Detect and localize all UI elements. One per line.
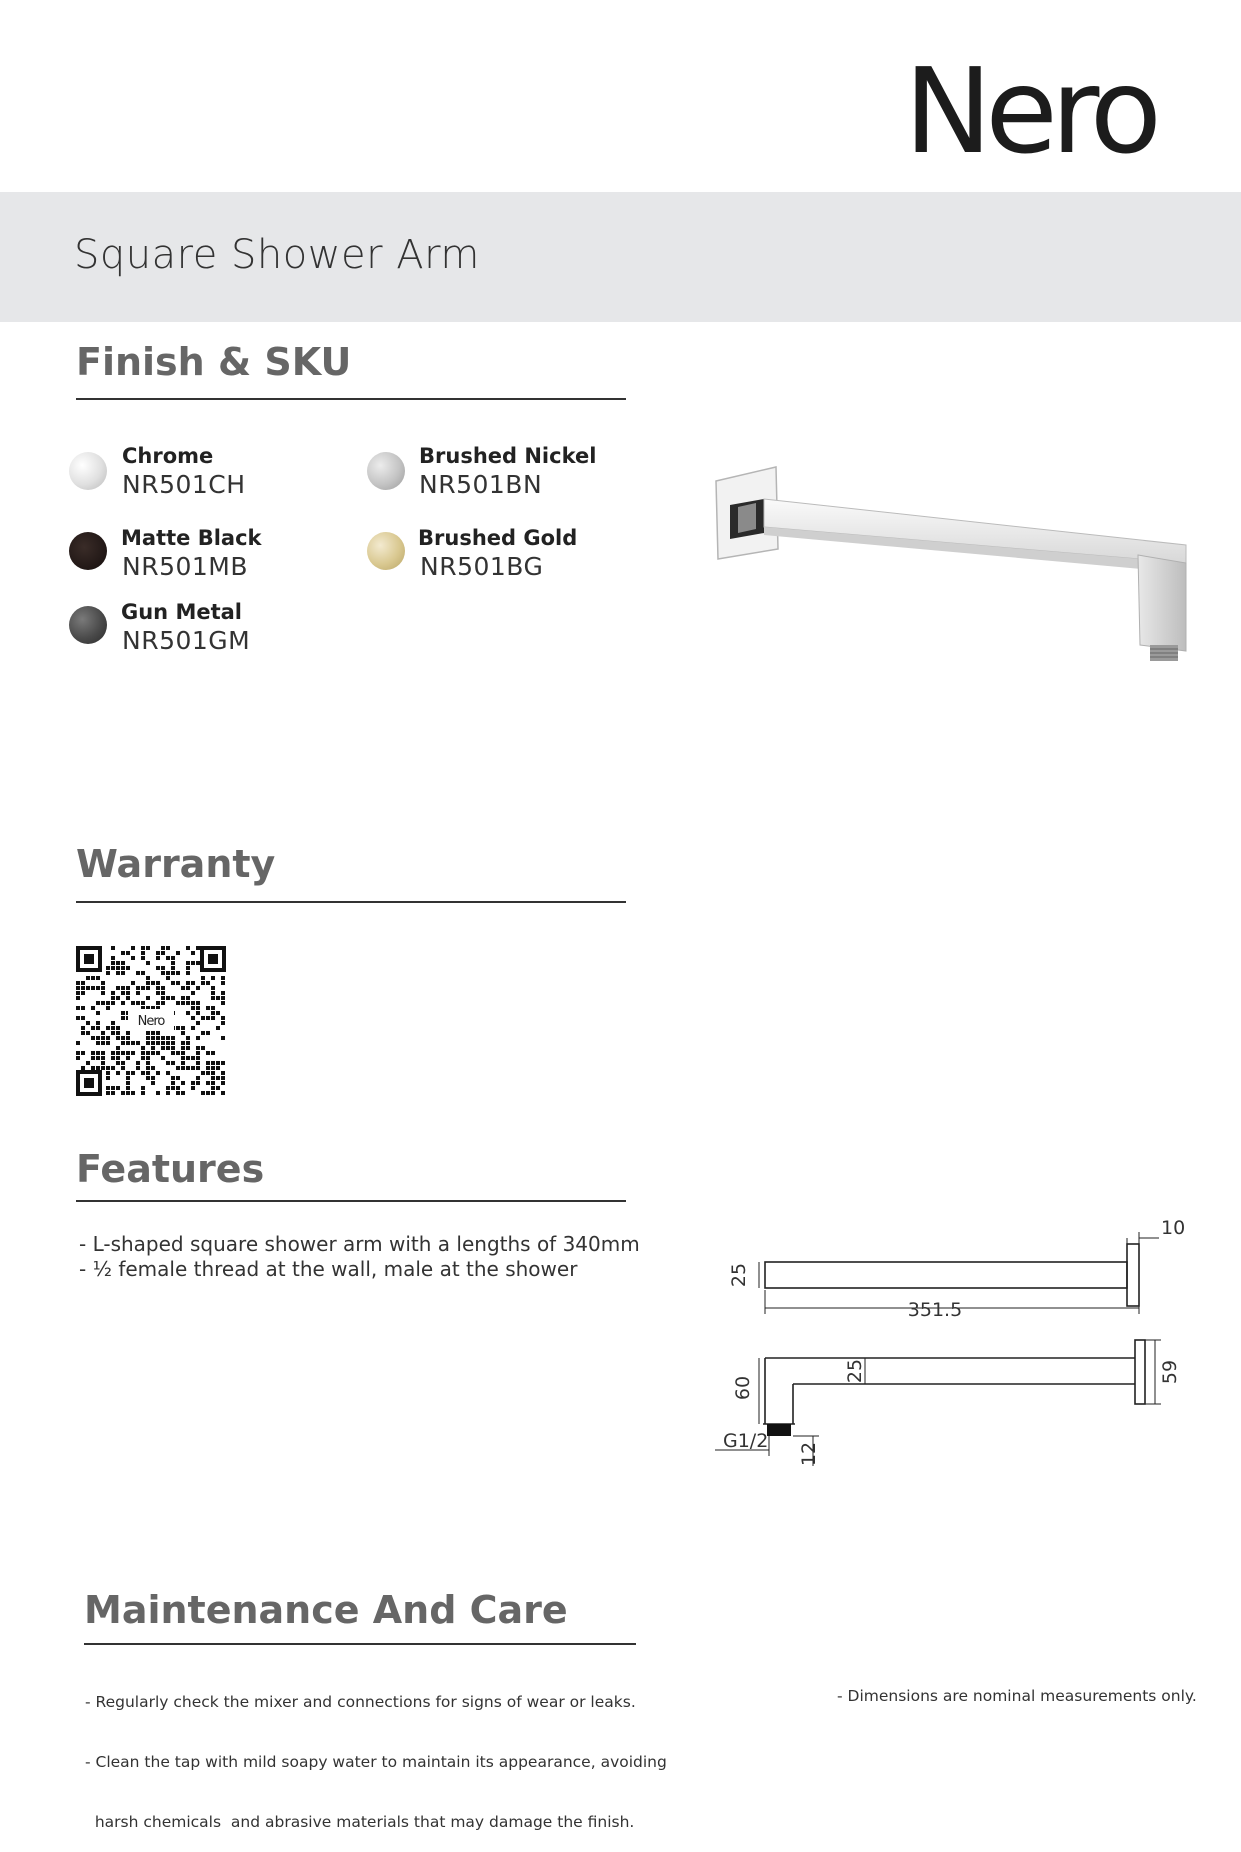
dimension-drawing (715, 1210, 1185, 1480)
features-rule (76, 1200, 626, 1202)
product-image (708, 455, 1198, 675)
swatch-brushed-gold (367, 532, 405, 570)
maintenance-item: harsh chemicals and abrasive materials that may damage the finish. (85, 1813, 635, 1831)
dim-thread: G1/2 (723, 1430, 769, 1452)
features-list (79, 1232, 640, 1282)
dim-thread-length: 12 (798, 1441, 820, 1467)
dim-length: 351.5 (907, 1299, 963, 1321)
finish-name-brushed-gold: Brushed Gold (418, 526, 578, 550)
qr-logo: Nero (137, 1014, 165, 1029)
dim-plate-depth: 10 (1161, 1217, 1185, 1239)
finish-name-chrome: Chrome (122, 444, 214, 468)
warranty-qr-code[interactable] (76, 946, 226, 1096)
page-title: Square Shower Arm (74, 232, 480, 278)
finish-name-brushed-nickel: Brushed Nickel (419, 444, 597, 468)
feature-item: - ½ female thread at the wall, male at the shower (79, 1257, 578, 1281)
swatch-chrome (69, 452, 107, 490)
finish-sku-matte-black: NR501MB (122, 552, 249, 581)
finish-sku-gun-metal: NR501GM (122, 626, 251, 655)
finish-name-matte-black: Matte Black (121, 526, 262, 550)
brand-logo: Nero (904, 42, 1155, 180)
maintenance-rule (84, 1643, 636, 1645)
maintenance-heading: Maintenance And Care (84, 1588, 568, 1632)
finish-sku-rule (76, 398, 626, 400)
feature-item: - L-shaped square shower arm with a lengths of 340mm (79, 1232, 640, 1256)
maintenance-item: - Regularly check the mixer and connections for signs of wear or leaks. (85, 1693, 636, 1711)
maintenance-list (85, 1652, 667, 1852)
swatch-matte-black (69, 532, 107, 570)
swatch-gun-metal (69, 606, 107, 644)
finish-sku-brushed-gold: NR501BG (420, 552, 544, 581)
maintenance-item: - Clean the tap with mild soapy water to maintain its appearance, avoiding (85, 1753, 667, 1771)
finish-name-gun-metal: Gun Metal (121, 600, 242, 624)
dimensions-footnote: - Dimensions are nominal measurements only. (837, 1687, 1197, 1705)
dim-plate-height: 59 (1159, 1359, 1181, 1385)
features-heading: Features (76, 1147, 265, 1191)
finish-sku-chrome: NR501CH (122, 470, 246, 499)
swatch-brushed-nickel (367, 452, 405, 490)
finish-sku-brushed-nickel: NR501BN (419, 470, 543, 499)
dim-top-height: 25 (728, 1262, 750, 1288)
dim-arm-height: 25 (844, 1358, 866, 1384)
finish-sku-heading: Finish & SKU (76, 340, 352, 384)
dim-drop: 60 (732, 1375, 754, 1401)
warranty-heading: Warranty (76, 842, 276, 886)
warranty-rule (76, 901, 626, 903)
